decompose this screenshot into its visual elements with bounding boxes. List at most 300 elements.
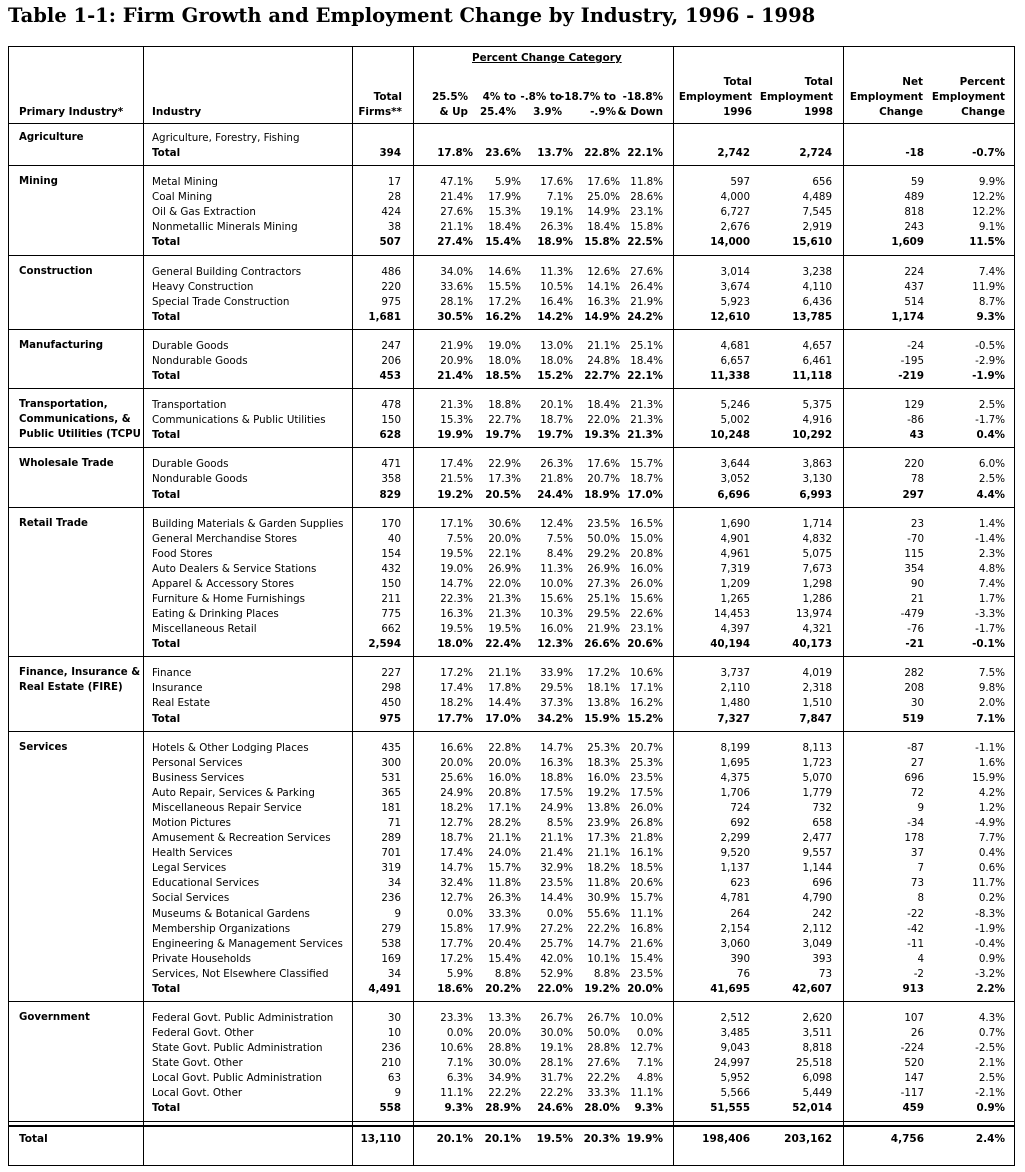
section-rule <box>9 388 1014 389</box>
pct-4-to-25-4: 24.0% <box>488 847 521 860</box>
percent-employment-change: 6.0% <box>978 458 1005 471</box>
employment-1998: 203,162 <box>784 1133 832 1145</box>
pct-neg-18-7-to-neg-0-9: 17.3% <box>587 832 620 845</box>
pct-4-to-25-4: 17.2% <box>488 295 521 308</box>
pct-4-to-25-4: 14.6% <box>488 265 521 278</box>
employment-1996: 2,512 <box>720 1012 750 1024</box>
total-firms: 662 <box>381 623 401 636</box>
employment-1998: 2,919 <box>802 221 832 234</box>
employment-1996: 9,520 <box>720 847 750 860</box>
employment-1996: 1,209 <box>720 577 750 590</box>
pct-neg-0-8-to-3-9: 20.1% <box>540 399 573 412</box>
net-employment-change: 9 <box>917 801 924 814</box>
pct-neg-18-7-to-neg-0-9: 12.6% <box>587 265 620 278</box>
percent-employment-change: 2.1% <box>978 1057 1005 1070</box>
header-cat-neg-0-8-to-3-9: -.8% to 3.9% <box>520 91 562 118</box>
primary-industry-services: Services <box>19 741 68 753</box>
employment-1996: 3,014 <box>720 265 750 278</box>
pct-neg-18-8-down: 26.4% <box>630 280 663 293</box>
pct-neg-0-8-to-3-9: 25.7% <box>540 937 573 950</box>
percent-employment-change: 7.7% <box>978 832 1005 845</box>
industry-name: Museums & Botanical Gardens <box>152 907 310 920</box>
employment-1996: 2,676 <box>720 221 750 234</box>
table-row <box>9 741 1016 756</box>
pct-4-to-25-4: 21.1% <box>488 667 521 680</box>
pct-25-5-up: 17.2% <box>440 667 473 680</box>
industry-name: Educational Services <box>152 877 260 890</box>
percent-employment-change: 7.4% <box>978 577 1005 590</box>
percent-employment-change: 2.3% <box>978 547 1005 560</box>
industry-name: Auto Repair, Services & Parking <box>152 786 315 799</box>
industry-name: Hotels & Other Lodging Places <box>152 741 309 754</box>
net-employment-change: 297 <box>902 488 924 501</box>
pct-neg-18-7-to-neg-0-9: 19.2% <box>587 786 620 799</box>
industry-name: Total <box>152 147 181 160</box>
pct-neg-18-8-down: 20.6% <box>630 877 663 890</box>
pct-neg-0-8-to-3-9: 13.7% <box>537 147 573 160</box>
pct-neg-18-7-to-neg-0-9: 27.3% <box>587 577 620 590</box>
table-row <box>9 220 1016 235</box>
industry-name: Total <box>152 236 181 249</box>
percent-employment-change: 11.7% <box>972 877 1005 890</box>
industry-name: Total <box>152 638 181 651</box>
total-row <box>9 1101 1016 1116</box>
percent-employment-change: 12.2% <box>972 191 1005 204</box>
employment-1998: 2,477 <box>802 832 832 845</box>
table-row <box>9 472 1016 487</box>
pct-neg-0-8-to-3-9: 18.0% <box>540 354 573 367</box>
total-row <box>9 488 1016 503</box>
total-firms: 531 <box>381 771 401 784</box>
percent-employment-change: 2.0% <box>978 697 1005 710</box>
total-firms: 63 <box>387 1072 401 1085</box>
percent-employment-change: -1.1% <box>975 741 1005 754</box>
header-industry: Industry <box>152 106 202 118</box>
employment-1996: 2,110 <box>720 682 750 695</box>
pct-4-to-25-4: 20.2% <box>485 982 521 995</box>
pct-neg-0-8-to-3-9: 7.5% <box>546 532 573 545</box>
net-employment-change: -42 <box>907 922 924 935</box>
total-firms: 775 <box>381 608 401 621</box>
pct-25-5-up: 30.5% <box>437 310 473 323</box>
table-row <box>9 1011 1016 1026</box>
pct-neg-0-8-to-3-9: 12.4% <box>540 517 573 530</box>
pct-25-5-up: 10.6% <box>440 1042 473 1055</box>
net-employment-change: -34 <box>907 817 924 830</box>
total-firms: 9 <box>394 907 401 920</box>
pct-neg-18-7-to-neg-0-9: 15.9% <box>584 712 620 725</box>
percent-employment-change: -0.4% <box>975 937 1005 950</box>
employment-1996: 40,194 <box>710 638 750 651</box>
primary-industry-construction: Construction <box>19 265 93 277</box>
total-firms: 298 <box>381 682 401 695</box>
net-employment-change: -479 <box>900 608 924 621</box>
total-firms: 478 <box>381 399 401 412</box>
pct-25-5-up: 18.2% <box>440 801 473 814</box>
pct-neg-18-8-down: 22.1% <box>627 370 663 383</box>
pct-25-5-up: 17.4% <box>440 458 473 471</box>
percent-employment-change: 0.4% <box>976 429 1005 442</box>
table-row <box>9 907 1016 922</box>
pct-25-5-up: 20.1% <box>436 1133 473 1145</box>
pct-neg-18-7-to-neg-0-9: 55.6% <box>587 907 620 920</box>
pct-neg-18-7-to-neg-0-9: 17.6% <box>587 458 620 471</box>
employment-1998: 5,070 <box>802 771 832 784</box>
table-row <box>9 771 1016 786</box>
table-row <box>9 952 1016 967</box>
pct-neg-18-7-to-neg-0-9: 50.0% <box>587 532 620 545</box>
pct-4-to-25-4: 20.4% <box>488 937 521 950</box>
employment-1998: 4,657 <box>802 339 832 352</box>
employment-1996: 3,060 <box>720 937 750 950</box>
industry-name: Heavy Construction <box>152 280 254 293</box>
pct-4-to-25-4: 19.7% <box>485 429 521 442</box>
header-cat-4-to-25-4: 4% to 25.4% <box>479 91 516 118</box>
pct-4-to-25-4: 19.5% <box>488 623 521 636</box>
pct-4-to-25-4: 20.8% <box>488 786 521 799</box>
total-firms: 628 <box>379 429 401 442</box>
section-rule <box>9 1001 1014 1002</box>
pct-neg-0-8-to-3-9: 34.2% <box>537 712 573 725</box>
pct-4-to-25-4: 16.0% <box>488 771 521 784</box>
pct-neg-18-8-down: 20.8% <box>630 547 663 560</box>
industry-name: Total <box>152 1102 181 1115</box>
net-employment-change: 147 <box>904 1072 924 1085</box>
pct-neg-18-8-down: 16.8% <box>630 922 663 935</box>
pct-neg-0-8-to-3-9: 7.1% <box>546 191 573 204</box>
pct-neg-18-7-to-neg-0-9: 18.4% <box>587 221 620 234</box>
total-firms: 486 <box>381 265 401 278</box>
pct-neg-18-7-to-neg-0-9: 29.5% <box>587 608 620 621</box>
pct-neg-18-7-to-neg-0-9: 18.1% <box>587 682 620 695</box>
pct-25-5-up: 21.4% <box>440 191 473 204</box>
industry-name: Miscellaneous Retail <box>152 623 257 636</box>
table-row <box>9 922 1016 937</box>
employment-1998: 4,832 <box>802 532 832 545</box>
percent-employment-change: -3.2% <box>975 967 1005 980</box>
pct-4-to-25-4: 34.9% <box>488 1072 521 1085</box>
employment-1998: 2,318 <box>802 682 832 695</box>
net-employment-change: 27 <box>910 756 924 769</box>
pct-neg-0-8-to-3-9: 26.3% <box>540 221 573 234</box>
pct-neg-18-7-to-neg-0-9: 29.2% <box>587 547 620 560</box>
total-firms: 975 <box>379 712 401 725</box>
pct-neg-18-8-down: 17.0% <box>627 488 663 501</box>
net-employment-change: 282 <box>904 667 924 680</box>
industry-name: Apparel & Accessory Stores <box>152 577 294 590</box>
pct-neg-0-8-to-3-9: 52.9% <box>540 967 573 980</box>
industry-name: General Building Contractors <box>152 265 302 278</box>
table-row <box>9 562 1016 577</box>
industry-name: Eating & Drinking Places <box>152 608 279 621</box>
net-employment-change: 489 <box>904 191 924 204</box>
employment-1996: 6,696 <box>717 488 750 501</box>
pct-neg-18-8-down: 12.7% <box>630 1042 663 1055</box>
pct-neg-0-8-to-3-9: 21.8% <box>540 473 573 486</box>
percent-employment-change: 1.7% <box>978 593 1005 605</box>
pct-neg-18-8-down: 4.8% <box>636 1072 663 1085</box>
pct-neg-18-8-down: 18.7% <box>630 473 663 486</box>
pct-neg-0-8-to-3-9: 15.6% <box>540 593 573 605</box>
table-row <box>9 801 1016 816</box>
net-employment-change: 1,609 <box>891 236 924 249</box>
pct-neg-0-8-to-3-9: 14.4% <box>540 892 573 905</box>
employment-1996: 264 <box>730 907 750 920</box>
pct-25-5-up: 17.8% <box>437 147 473 160</box>
percent-employment-change: 4.2% <box>978 786 1005 799</box>
pct-4-to-25-4: 18.5% <box>485 370 521 383</box>
industry-name: Health Services <box>152 847 233 860</box>
pct-25-5-up: 21.3% <box>440 399 473 412</box>
total-firms: 38 <box>387 221 401 234</box>
total-row <box>9 982 1016 997</box>
employment-1996: 2,742 <box>717 147 750 160</box>
grand-total-row <box>9 1132 1016 1147</box>
total-firms: 247 <box>381 339 401 352</box>
industry-name: Local Govt. Other <box>152 1087 243 1100</box>
pct-neg-18-8-down: 28.6% <box>630 191 663 204</box>
industry-name: Social Services <box>152 892 230 905</box>
employment-1996: 623 <box>730 877 750 890</box>
net-employment-change: 178 <box>904 832 924 845</box>
total-firms: 181 <box>381 801 401 814</box>
primary-industry-finance-insurance-real-estate-fire: Finance, Insurance & Real Estate (FIRE) <box>19 667 141 694</box>
total-firms: 507 <box>379 236 401 249</box>
pct-neg-0-8-to-3-9: 10.5% <box>540 280 573 293</box>
pct-neg-18-8-down: 22.5% <box>627 236 663 249</box>
employment-1998: 658 <box>812 817 832 830</box>
percent-employment-change: 0.6% <box>978 862 1005 875</box>
net-employment-change: 21 <box>910 593 924 605</box>
net-employment-change: -24 <box>907 339 924 352</box>
pct-25-5-up: 16.6% <box>440 741 473 754</box>
net-employment-change: -21 <box>905 638 924 651</box>
table-row <box>9 339 1016 354</box>
pct-neg-18-7-to-neg-0-9: 25.0% <box>587 191 620 204</box>
employment-1996: 6,727 <box>720 206 750 219</box>
pct-4-to-25-4: 22.1% <box>488 547 521 560</box>
employment-1998: 4,916 <box>802 414 832 427</box>
total-firms: 829 <box>379 488 401 501</box>
industry-name: Auto Dealers & Service Stations <box>152 562 317 575</box>
pct-4-to-25-4: 18.8% <box>488 399 521 412</box>
total-firms: 220 <box>381 280 401 293</box>
pct-4-to-25-4: 28.8% <box>488 1042 521 1055</box>
total-firms: 71 <box>387 817 401 830</box>
pct-neg-18-7-to-neg-0-9: 25.3% <box>587 741 620 754</box>
employment-1998: 1,286 <box>802 593 832 605</box>
percent-employment-change: 2.4% <box>975 1133 1005 1145</box>
industry-name: Private Households <box>152 952 252 965</box>
net-employment-change: 23 <box>910 517 924 530</box>
pct-neg-18-8-down: 21.3% <box>630 399 663 412</box>
employment-1998: 10,292 <box>792 429 832 442</box>
pct-4-to-25-4: 28.2% <box>488 817 521 830</box>
industry-name: Nonmetallic Minerals Mining <box>152 221 298 234</box>
pct-25-5-up: 17.7% <box>440 937 473 950</box>
percent-employment-change: -1.9% <box>972 370 1005 383</box>
pct-neg-18-7-to-neg-0-9: 25.1% <box>587 593 620 605</box>
pct-neg-18-8-down: 21.3% <box>630 414 663 427</box>
section-rule <box>9 1121 1014 1122</box>
industry-name: Durable Goods <box>152 339 229 352</box>
section-rule <box>9 656 1014 657</box>
header-cat-neg-18-7-to-neg-0-9: -18.7% to -.9% <box>559 91 616 118</box>
pct-neg-18-7-to-neg-0-9: 16.0% <box>587 771 620 784</box>
employment-1998: 5,075 <box>802 547 832 560</box>
pct-neg-18-8-down: 15.7% <box>630 892 663 905</box>
pct-4-to-25-4: 17.8% <box>488 682 521 695</box>
pct-25-5-up: 33.6% <box>440 280 473 293</box>
total-firms: 30 <box>387 1012 401 1024</box>
pct-4-to-25-4: 22.4% <box>485 638 521 651</box>
pct-neg-18-8-down: 15.4% <box>630 952 663 965</box>
pct-neg-18-8-down: 17.5% <box>630 786 663 799</box>
pct-neg-18-7-to-neg-0-9: 8.8% <box>593 967 620 980</box>
total-firms: 1,681 <box>368 310 401 323</box>
percent-change-category-header: Percent Change Category <box>472 52 622 64</box>
pct-neg-18-7-to-neg-0-9: 19.3% <box>584 429 620 442</box>
pct-neg-18-8-down: 25.3% <box>630 756 663 769</box>
percent-employment-change: 4.3% <box>978 1012 1005 1024</box>
net-employment-change: -86 <box>907 414 924 427</box>
employment-1996: 1,137 <box>720 862 750 875</box>
pct-4-to-25-4: 16.2% <box>485 310 521 323</box>
industry-name: Insurance <box>152 682 203 695</box>
pct-25-5-up: 27.4% <box>437 236 473 249</box>
total-firms: 289 <box>381 832 401 845</box>
data-table <box>8 46 1015 1166</box>
employment-1996: 198,406 <box>702 1133 750 1145</box>
pct-25-5-up: 12.7% <box>440 817 473 830</box>
employment-1998: 9,557 <box>802 847 832 860</box>
net-employment-change: 818 <box>904 206 924 219</box>
pct-neg-18-7-to-neg-0-9: 21.1% <box>587 847 620 860</box>
employment-1998: 25,518 <box>795 1057 832 1070</box>
employment-1998: 5,449 <box>802 1087 832 1100</box>
employment-1996: 51,555 <box>710 1102 750 1115</box>
pct-neg-18-8-down: 15.7% <box>630 458 663 471</box>
percent-employment-change: 7.1% <box>976 712 1005 725</box>
pct-neg-18-8-down: 11.8% <box>630 176 663 189</box>
percent-employment-change: 0.9% <box>978 952 1005 965</box>
employment-1996: 4,681 <box>720 339 750 352</box>
pct-4-to-25-4: 18.4% <box>488 221 521 234</box>
pct-neg-18-7-to-neg-0-9: 23.5% <box>587 517 620 530</box>
net-employment-change: -219 <box>898 370 924 383</box>
table-row <box>9 398 1016 413</box>
pct-neg-0-8-to-3-9: 23.5% <box>540 877 573 890</box>
pct-4-to-25-4: 26.9% <box>488 562 521 575</box>
pct-4-to-25-4: 8.8% <box>494 967 521 980</box>
employment-1998: 242 <box>812 907 832 920</box>
employment-1996: 76 <box>736 967 750 980</box>
percent-employment-change: 9.9% <box>978 176 1005 189</box>
table-row <box>9 967 1016 982</box>
table-row <box>9 681 1016 696</box>
percent-employment-change: 11.5% <box>969 236 1005 249</box>
pct-neg-0-8-to-3-9: 18.7% <box>540 414 573 427</box>
pct-25-5-up: 20.0% <box>440 756 473 769</box>
section-rule <box>9 731 1014 732</box>
employment-1998: 1,779 <box>802 786 832 799</box>
employment-1996: 5,002 <box>720 414 750 427</box>
pct-neg-0-8-to-3-9: 11.3% <box>540 265 573 278</box>
employment-1998: 8,113 <box>802 741 832 754</box>
net-employment-change: 8 <box>917 892 924 905</box>
pct-neg-18-8-down: 20.0% <box>627 982 663 995</box>
pct-neg-18-7-to-neg-0-9: 18.9% <box>584 488 620 501</box>
pct-neg-18-7-to-neg-0-9: 30.9% <box>587 892 620 905</box>
total-firms: 210 <box>381 1057 401 1070</box>
total-firms: 279 <box>381 922 401 935</box>
pct-neg-18-8-down: 26.0% <box>630 801 663 814</box>
industry-name: State Govt. Public Administration <box>152 1042 323 1055</box>
employment-1996: 12,610 <box>710 310 750 323</box>
employment-1996: 9,043 <box>720 1042 750 1055</box>
employment-1996: 3,052 <box>720 473 750 486</box>
percent-employment-change: 7.5% <box>978 667 1005 680</box>
net-employment-change: 696 <box>904 771 924 784</box>
grand-total-label: Total <box>19 1133 48 1145</box>
employment-1996: 724 <box>730 801 750 814</box>
pct-neg-18-7-to-neg-0-9: 14.9% <box>584 310 620 323</box>
pct-neg-18-7-to-neg-0-9: 20.7% <box>587 473 620 486</box>
net-employment-change: -70 <box>907 532 924 545</box>
employment-1998: 1,714 <box>802 517 832 530</box>
pct-neg-18-7-to-neg-0-9: 27.6% <box>587 1057 620 1070</box>
pct-neg-0-8-to-3-9: 28.1% <box>540 1057 573 1070</box>
employment-1996: 5,923 <box>720 295 750 308</box>
table-row <box>9 1086 1016 1101</box>
pct-neg-0-8-to-3-9: 27.2% <box>540 922 573 935</box>
employment-1998: 732 <box>812 801 832 814</box>
employment-1996: 3,674 <box>720 280 750 293</box>
employment-1996: 8,199 <box>720 741 750 754</box>
employment-1996: 3,737 <box>720 667 750 680</box>
pct-4-to-25-4: 20.5% <box>485 488 521 501</box>
net-employment-change: 37 <box>910 847 924 860</box>
employment-1998: 393 <box>812 952 832 965</box>
header-primary-industry: Primary Industry* <box>19 106 124 118</box>
industry-name: Miscellaneous Repair Service <box>152 801 302 814</box>
pct-neg-0-8-to-3-9: 18.9% <box>537 236 573 249</box>
pct-neg-18-7-to-neg-0-9: 17.6% <box>587 176 620 189</box>
percent-employment-change: 1.2% <box>978 801 1005 814</box>
pct-neg-0-8-to-3-9: 19.5% <box>536 1133 573 1145</box>
pct-25-5-up: 27.6% <box>440 206 473 219</box>
table-row <box>9 891 1016 906</box>
header-cat-neg-18-8-down: -18.8% & Down <box>617 91 663 118</box>
pct-4-to-25-4: 19.0% <box>488 339 521 352</box>
total-firms: 34 <box>387 967 401 980</box>
employment-1998: 15,610 <box>792 236 832 249</box>
pct-neg-18-7-to-neg-0-9: 13.8% <box>587 697 620 710</box>
pct-25-5-up: 17.4% <box>440 682 473 695</box>
total-firms: 424 <box>381 206 401 219</box>
pct-25-5-up: 7.1% <box>446 1057 473 1070</box>
employment-1998: 1,510 <box>802 697 832 710</box>
pct-neg-0-8-to-3-9: 12.3% <box>537 638 573 651</box>
pct-4-to-25-4: 17.9% <box>488 922 521 935</box>
pct-25-5-up: 19.2% <box>437 488 473 501</box>
pct-4-to-25-4: 30.0% <box>488 1057 521 1070</box>
pct-neg-18-8-down: 16.0% <box>630 562 663 575</box>
percent-employment-change: 2.5% <box>978 473 1005 486</box>
pct-neg-0-8-to-3-9: 37.3% <box>540 697 573 710</box>
pct-25-5-up: 19.5% <box>440 547 473 560</box>
industry-name: State Govt. Other <box>152 1057 243 1070</box>
